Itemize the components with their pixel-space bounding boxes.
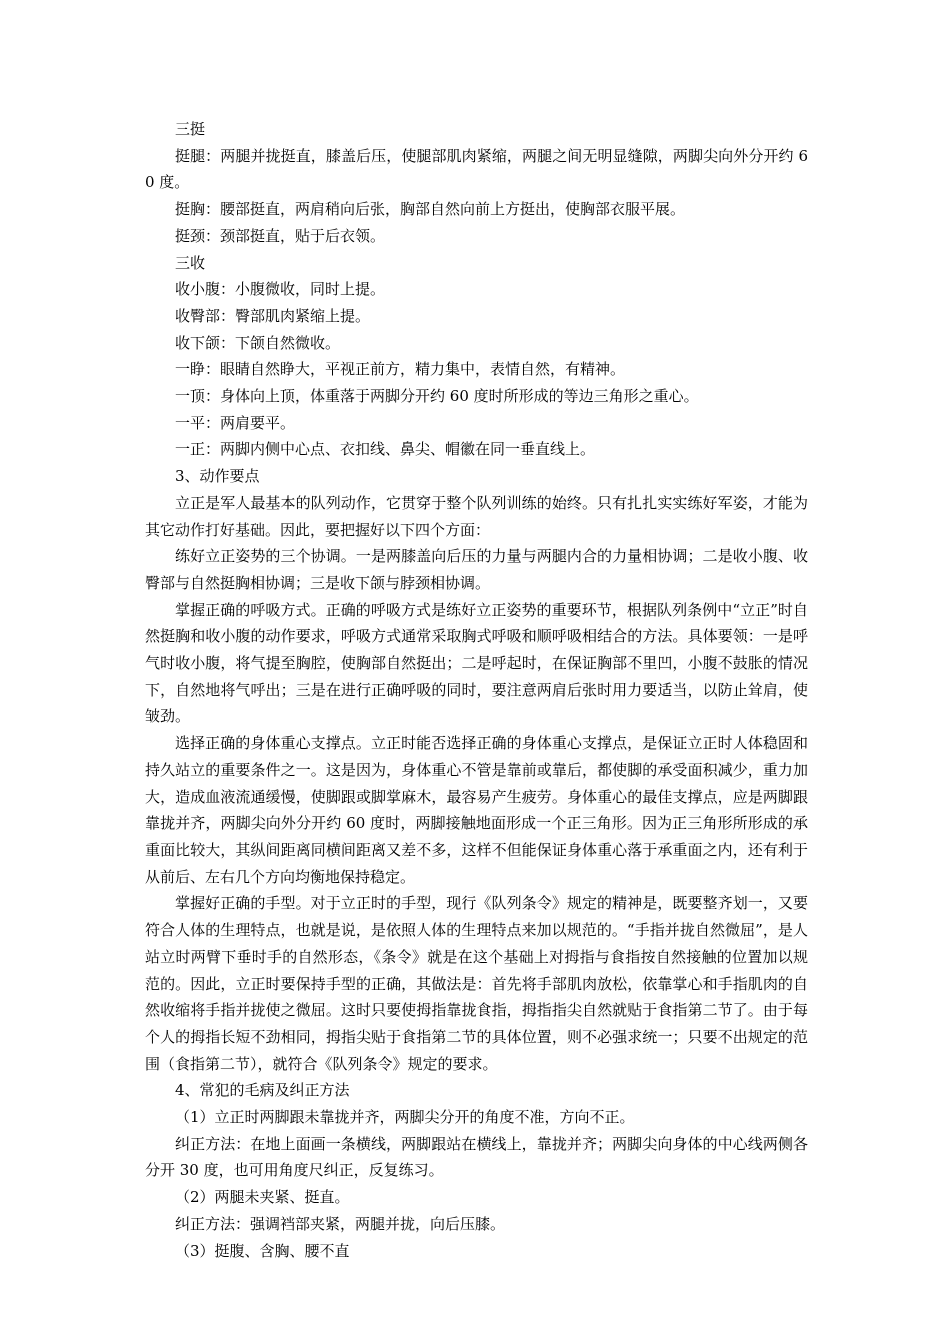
document-body	[145, 116, 808, 1264]
paragraph-shou-xia-he: 收下颌：下颌自然微收。	[175, 333, 341, 352]
paragraph-shou-xiao-fu: 收小腹：小腹微收，同时上提。	[175, 280, 386, 299]
paragraph-correction-2: 纠正方法：强调裆部夹紧，两腿并拢，向后压膝。	[175, 1214, 506, 1233]
paragraph-ting-tui: 挺腿：两腿并拢挺直，膝盖后压，使腿部肌肉紧缩，两腿之间无明显缝隙，两脚尖向外分开约 60 度。	[145, 146, 808, 192]
section-heading-san-shou: 三收	[175, 253, 206, 272]
paragraph-ting-xiong: 挺胸：腰部挺直，两肩稍向后张，胸部自然向前上方挺出，使胸部衣服平展。	[175, 200, 686, 219]
paragraph-yi-zheng-eyes: 一睁：眼睛自然睁大，平视正前方，精力集中，表情自然，有精神。	[175, 360, 626, 379]
paragraph-hand-shape: 掌握好正确的手型。对于立正时的手型，现行《队列条令》规定的精神是，既要整齐划一，又要符合人体的生理特点，也就是说，是依照人体的生理特点来加以规范的。“手指并拢自然微屈”，是人站立时两臂下垂时手的自然形态，《条令》就是在这个基础上对拇指与食指按自然接触的位置加以规范的。因此，立正时要保持手型的正确，其做法是：首先将手部肌肉放松，依靠掌心和手指肌肉的自然收缩将手指并拢使之微屈。这时只要使拇指靠拢食指，拇指指尖自然就贴于食指第二节了。由于每个人的拇指长短不劲相同，拇指尖贴于食指第二节的具体位置，则不必强求统一；只要不出规定的范围（食指第二节），就符合《队列条令》规定的要求。	[145, 894, 808, 1073]
paragraph-coordination: 练好立正姿势的三个协调。一是两膝盖向后压的力量与两腿内合的力量相协调；二是收小腹、收臀部与自然挺胸相协调；三是收下颌与脖颈相协调。	[145, 547, 808, 592]
paragraph-correction-1: 纠正方法：在地上面画一条横线，两脚跟站在横线上，靠拢并齐；两脚尖向身体的中心线两侧各分开 30 度，也可用角度尺纠正，反复练习。	[145, 1134, 808, 1180]
paragraph-center-of-gravity: 选择正确的身体重心支撑点。立正时能否选择正确的身体重心支撑点，是保证立正时人体稳固和持久站立的重要条件之一。这是因为，身体重心不管是靠前或靠后，都使脚的承受面积减少，重力加大，造成血液流通缓慢，使脚跟或脚掌麻木，最容易产生疲劳。身体重心的最佳支撑点，应是两脚跟靠拢并齐，两脚尖向外分开约 60 度时，两脚接触地面形成一个正三角形。因为正三角形所形成的承重面比较大，其纵间距离同横间距离又差不多，这样不但能保证身体重心落于承重面之内，还有利于从前后、左右几个方向均衡地保持稳定。	[145, 734, 808, 886]
paragraph-shou-tun-bu: 收臀部：臀部肌肉紧缩上提。	[175, 306, 371, 325]
section-heading-san-ting: 三挺	[175, 120, 206, 138]
paragraph-yi-ding: 一顶：身体向上顶，体重落于两脚分开约 60 度时所形成的等边三角形之重心。	[175, 387, 699, 406]
paragraph-intro: 立正是军人最基本的队列动作，它贯穿于整个队列训练的始终。只有扎扎实实练好军姿，才能为其它动作打好基础。因此，要把握好以下四个方面：	[145, 493, 808, 539]
section-heading-key-points: 3、动作要点	[175, 467, 260, 486]
paragraph-ting-jing: 挺颈：颈部挺直，贴于后衣领。	[175, 226, 386, 245]
section-heading-common-mistakes: 4、常犯的毛病及纠正方法	[175, 1081, 350, 1100]
paragraph-yi-zheng-line: 一正：两脚内侧中心点、衣扣线、鼻尖、帽徽在同一垂直线上。	[175, 440, 596, 459]
paragraph-breathing: 掌握正确的呼吸方式。正确的呼吸方式是练好立正姿势的重要环节，根据队列条例中“立正”时自然挺胸和收小腹的动作要求，呼吸方式通常采取胸式呼吸和顺呼吸相结合的方法。具体要领：一是呼气时收小腹，将气提至胸腔，使胸部自然挺出；二是呼起时，在保证胸部不里凹，小腹不鼓胀的情况下，自然地将气呼出；三是在进行正确呼吸的同时，要注意两肩后张时用力要适当，以防止耸肩，使皱劲。	[145, 600, 808, 726]
paragraph-yi-ping: 一平：两肩要平。	[175, 413, 296, 432]
paragraph-mistake-3: （3）挺腹、含胸、腰不直	[175, 1241, 350, 1260]
paragraph-mistake-1: （1）立正时两脚跟未靠拢并齐，两脚尖分开的角度不准，方向不正。	[175, 1108, 635, 1127]
paragraph-mistake-2: （2）两腿未夹紧、挺直。	[175, 1188, 350, 1207]
